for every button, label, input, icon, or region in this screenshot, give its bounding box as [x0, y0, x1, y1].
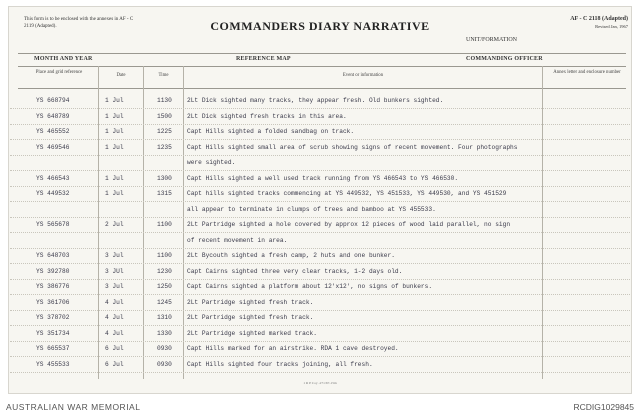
col-annex-header: Annex letter and enclosure number: [553, 70, 621, 75]
row-rule: [10, 372, 630, 373]
date-cell: 6 Jul: [105, 360, 124, 368]
event-cell: Capt Hills sighted small area of scrub showing signs of recent movement. Four photographs: [187, 143, 518, 151]
row-rule: [10, 294, 630, 295]
place-cell: YS 392780: [36, 267, 70, 275]
column-header-bottom: [18, 88, 626, 89]
date-cell: 6 Jul: [105, 345, 124, 352]
date-cell: 3 Jul: [105, 283, 124, 290]
row-rule: [10, 108, 630, 109]
time-cell: 0930: [157, 345, 172, 352]
event-cell: of recent movement in area.: [187, 236, 288, 244]
col-event-header: Event or information: [342, 73, 384, 78]
col-date-header: Date: [116, 73, 126, 78]
time-cell: 1130: [157, 97, 172, 104]
row-rule: [10, 186, 630, 187]
column-header-top: [18, 66, 626, 67]
row-rule: [10, 139, 630, 140]
header-note: This form is to be enclosed with the annexes in AF - C 2119 (Adapted).: [24, 17, 134, 29]
time-cell: 1100: [157, 221, 172, 228]
place-cell: YS 455533: [36, 360, 70, 368]
place-cell: YS 465552: [36, 128, 70, 135]
row-rule: [10, 263, 630, 264]
date-cell: 1 Jul: [105, 128, 124, 135]
row-rule: [10, 217, 630, 218]
place-cell: YS 648789: [36, 112, 70, 120]
month-year-label: MONTH AND YEAR: [34, 56, 93, 62]
event-cell: Capt Cairns sighted three very clear tracks, 1-2 days old.: [187, 267, 403, 275]
date-cell: 1 Jul: [105, 143, 124, 151]
source-credit: AUSTRALIAN WAR MEMORIAL: [6, 402, 141, 412]
place-cell: YS 469546: [36, 143, 70, 151]
place-cell: YS 361706: [36, 298, 70, 306]
revised-date: Revised Jan, 1967: [595, 24, 628, 29]
reference-map-label: REFERENCE MAP: [236, 56, 291, 62]
time-cell: 1315: [157, 190, 172, 197]
time-cell: 1235: [157, 143, 172, 151]
event-cell: Capt Cairns sighted a platform about 12'x12', no signs of bunkers.: [187, 283, 433, 290]
place-cell: YS 565678: [36, 221, 70, 228]
date-cell: 4 Jul: [105, 298, 124, 306]
col-time-header: Time: [158, 73, 169, 78]
event-cell: 2Lt Dick sighted many tracks, they appear fresh. Old bunkers sighted.: [187, 97, 444, 104]
time-cell: 1300: [157, 174, 172, 182]
event-cell: 2Lt Bycouth sighted a fresh camp, 2 huts and one bunker.: [187, 252, 395, 259]
print-code: 1 R P Coy -271/67-15m: [303, 381, 337, 385]
row-rule: [10, 341, 630, 342]
place-cell: YS 449532: [36, 190, 70, 197]
time-cell: 1245: [157, 298, 172, 306]
time-cell: 1100: [157, 252, 172, 259]
time-cell: 1230: [157, 267, 172, 275]
place-cell: YS 386776: [36, 283, 70, 290]
column-divider: [542, 66, 543, 379]
row-rule: [10, 248, 630, 249]
date-cell: 3 JUl: [105, 267, 124, 275]
row-rule: [10, 170, 630, 171]
event-cell: Capt Hills marked for an airstrike. RDA 1 cave destroyed.: [187, 345, 399, 352]
header-divider: [18, 53, 626, 54]
date-cell: 1 Jul: [105, 174, 124, 182]
place-cell: YS 668794: [36, 97, 70, 104]
time-cell: 1500: [157, 112, 172, 120]
row-rule: [10, 310, 630, 311]
event-cell: 2Lt Partridge sighted marked track.: [187, 329, 317, 337]
date-cell: 2 Jul: [105, 221, 124, 228]
row-rule: [10, 279, 630, 280]
date-cell: 4 Jul: [105, 329, 124, 337]
time-cell: 1310: [157, 314, 172, 321]
event-cell: Capt Hills sighted a well used track running from YS 466543 to YS 466530.: [187, 174, 459, 182]
event-cell: Capt Hills sighted a folded sandbag on track.: [187, 128, 355, 135]
reference-id: RCDIG1029845: [573, 402, 634, 412]
unit-formation-label: UNIT/FORMATION: [466, 37, 517, 43]
time-cell: 1225: [157, 128, 172, 135]
event-cell: Capt hills sighted tracks commencing at YS 449532, YS 451533, YS 449530, and YS 451529: [187, 190, 507, 197]
place-cell: YS 378702: [36, 314, 70, 321]
event-cell: were sighted.: [187, 159, 236, 166]
date-cell: 1 Jul: [105, 97, 124, 104]
event-cell: all appear to terminate in clumps of trees and bamboo at YS 455533.: [187, 205, 436, 213]
row-rule: [10, 325, 630, 326]
form-number-block: [570, 16, 628, 30]
event-cell: Capt Hills sighted four tracks joining, all fresh.: [187, 360, 373, 368]
event-cell: 2Lt Dick sighted fresh tracks in this area.: [187, 112, 347, 120]
row-rule: [10, 124, 630, 125]
commanding-officer-label: COMMANDING OFFICER: [466, 56, 543, 62]
place-cell: YS 665537: [36, 345, 70, 352]
col-place-header: Place and grid reference: [35, 70, 83, 75]
diary-sheet: [8, 6, 632, 394]
column-divider: [143, 66, 144, 379]
row-rule: [10, 201, 630, 202]
date-cell: 4 Jul: [105, 314, 124, 321]
place-cell: YS 351734: [36, 329, 70, 337]
time-cell: 1330: [157, 329, 172, 337]
event-cell: 2Lt Partridge sighted fresh track.: [187, 298, 314, 306]
column-divider: [98, 66, 99, 379]
column-divider: [183, 66, 184, 379]
date-cell: 1 Jul: [105, 190, 124, 197]
time-cell: 1250: [157, 283, 172, 290]
form-number: AF - C 2118 (Adapted): [570, 16, 628, 22]
row-rule: [10, 232, 630, 233]
event-cell: 2Lt Partridge sighted a hole covered by approx 12 pieces of wood laid parallel, no sign: [187, 221, 511, 228]
date-cell: 1 Jul: [105, 112, 124, 120]
place-cell: YS 648703: [36, 252, 70, 259]
page-title: COMMANDERS DIARY NARRATIVE: [210, 19, 430, 33]
place-cell: YS 466543: [36, 174, 70, 182]
date-cell: 3 Jul: [105, 252, 124, 259]
row-rule: [10, 155, 630, 156]
row-rule: [10, 356, 630, 357]
time-cell: 0930: [157, 360, 172, 368]
event-cell: 2Lt Partridge sighted fresh track.: [187, 314, 314, 321]
